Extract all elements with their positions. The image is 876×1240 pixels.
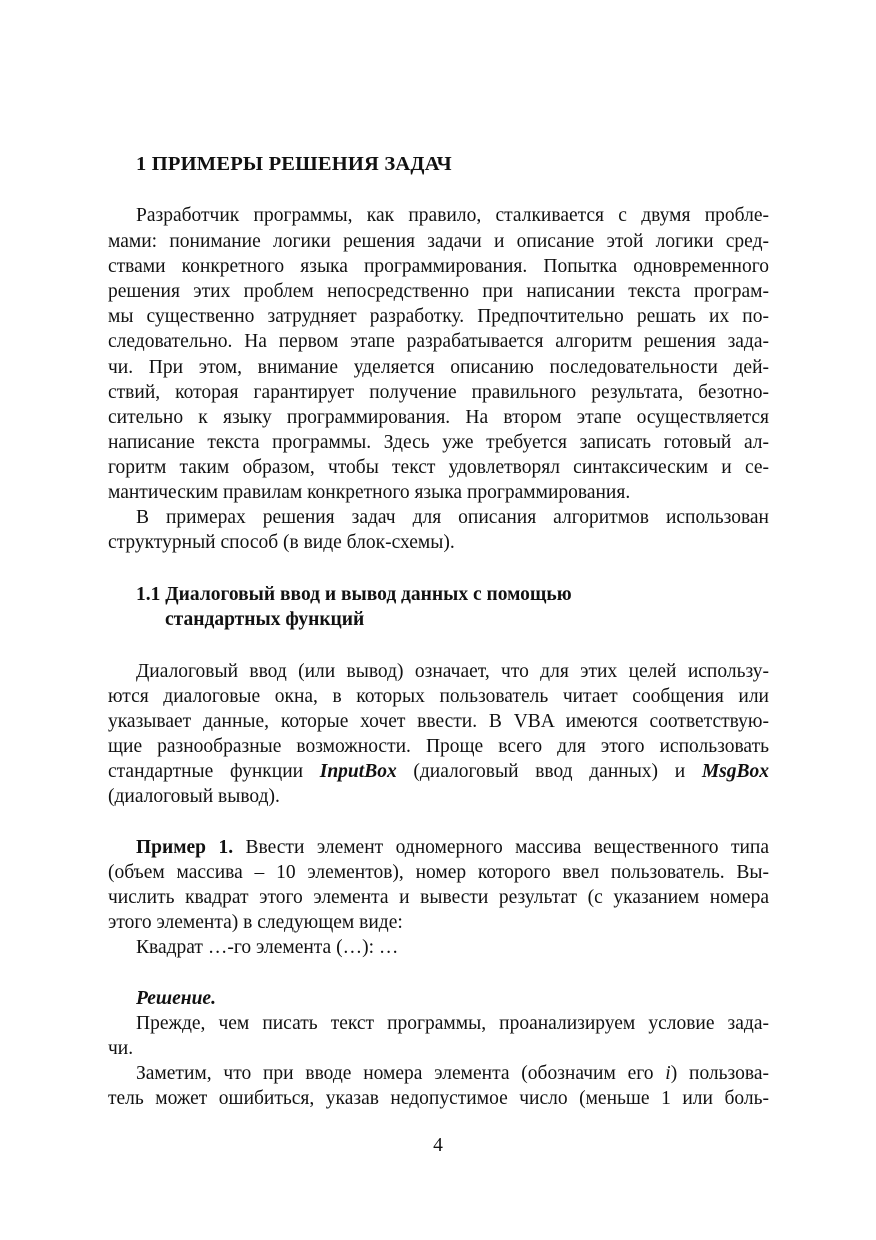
para1-line: мантическим правилам конкретного языка программирования.	[108, 482, 631, 503]
para2-line: структурный способ (в виде блок-схемы).	[108, 532, 455, 553]
solution-line	[136, 1062, 769, 1086]
example-line: (объем массива – 10 элементов), номер которого ввел пользователь. Вы-	[108, 862, 769, 883]
example-line: этого элемента) в следующем виде:	[108, 912, 403, 933]
para1-line: следовательно. На первом этапе разрабатывается алгоритм решения зада-	[108, 331, 769, 352]
para1-line: сительно к языку программирования. На втором этапе осуществляется	[108, 407, 769, 428]
para3-line: ются диалоговые окна, в которых пользователь читает сообщения или	[108, 686, 769, 707]
para3-text: (диалоговый ввод данных) и	[396, 761, 702, 782]
variable-i: i	[665, 1063, 671, 1084]
example-line: числить квадрат этого элемента и вывести результат (с указанием номера	[108, 887, 769, 908]
para1-line: чи. При этом, внимание уделяется описанию последовательности дей-	[108, 357, 769, 378]
example-label: Пример 1.	[136, 837, 234, 858]
para2-line: В примерах решения задач для описания алгоритмов использован	[136, 507, 769, 528]
solution-line: тель может ошибиться, указав недопустимое число (меньше 1 или боль-	[108, 1088, 769, 1109]
example-output-format: Квадрат …-го элемента (…): …	[136, 937, 399, 958]
para3-line: щие разнообразные возможности. Проще всего для этого использовать	[108, 736, 769, 757]
page-number: 4	[433, 1135, 443, 1156]
solution-text: Заметим, что при вводе номера элемента (обозначим его	[136, 1063, 666, 1084]
para1-line: ствами конкретного языка программирования. Попытка одновременного	[108, 256, 769, 277]
para3-line	[108, 760, 769, 784]
para1-line: мами: понимание логики решения задачи и описание этой логики сред-	[108, 231, 769, 252]
example-text: Ввести элемент одномерного массива вещественного типа	[233, 837, 770, 858]
para3-line: (диалоговый вывод).	[108, 786, 280, 807]
solution-line: Прежде, чем писать текст программы, проанализируем условие зада-	[136, 1013, 769, 1034]
solution-label: Решение.	[136, 988, 216, 1009]
function-name-msgbox: MsgBox	[701, 761, 770, 782]
para1-line: решения этих проблем непосредственно при написании текста програм-	[108, 281, 769, 302]
para1-line: мы существенно затрудняет разработку. Предпочтительно решать их по-	[108, 306, 769, 327]
example-line	[136, 836, 769, 860]
function-name-inputbox: InputBox	[319, 761, 397, 782]
solution-text: ) пользова-	[670, 1063, 769, 1084]
solution-line: чи.	[108, 1038, 134, 1059]
section-heading-line1: 1.1 Диалоговый ввод и вывод данных с помощью	[136, 584, 572, 605]
chapter-heading: 1 ПРИМЕРЫ РЕШЕНИЯ ЗАДАЧ	[136, 153, 452, 175]
para1-line: горитм таким образом, чтобы текст удовлетворял синтаксическим и се-	[108, 457, 769, 478]
para1-line: ствий, которая гарантирует получение правильного результата, безотно-	[108, 382, 769, 403]
para3-text: стандартные функции	[108, 761, 320, 782]
section-heading-line2: стандартных функций	[165, 609, 365, 630]
para1-line: Разработчик программы, как правило, сталкивается с двумя пробле-	[136, 205, 769, 226]
para3-line: Диалоговый ввод (или вывод) означает, что для этих целей использу-	[136, 661, 769, 682]
para3-line: указывает данные, которые хочет ввести. В VBA имеются соответствую-	[108, 711, 769, 732]
para1-line: написание текста программы. Здесь уже требуется записать готовый ал-	[108, 432, 769, 453]
